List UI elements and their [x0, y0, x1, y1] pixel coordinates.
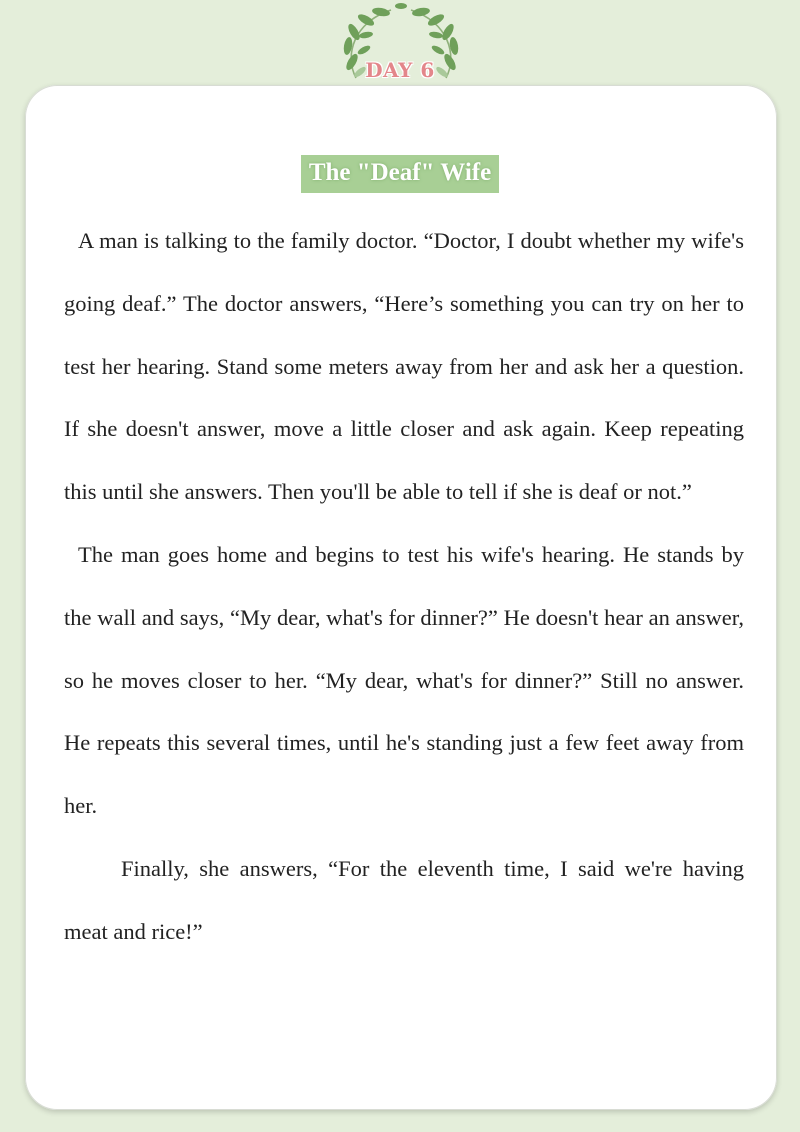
story-title: The "Deaf" Wife — [301, 155, 499, 193]
story-body — [64, 210, 744, 964]
day-badge: DAY 6 — [365, 58, 435, 82]
story-paragraph-3: Finally, she answers, “For the eleventh time, I said we're having meat and rice!” — [64, 855, 744, 944]
story-paragraph-1: A man is talking to the family doctor. “Doctor, I doubt whether my wife's going deaf.” The doctor answers, “Here’s something you can try on her to test her hearing. Stand some meters away from her and ask her a question. If she doesn't answer, move a little closer and ask again. Keep repeating this until she answers. Then you'll be able to tell if she is deaf or not.” — [64, 228, 744, 505]
title-container — [0, 155, 800, 193]
story-paragraph-2: The man goes home and begins to test his wife's hearing. He stands by the wall and says, “My dear, what's for dinner?” He doesn't hear an answer, so he moves closer to her. “My dear, what's for dinner?” Still no answer. He repeats this several times, until he's standing just a few feet away from her. — [64, 541, 744, 819]
